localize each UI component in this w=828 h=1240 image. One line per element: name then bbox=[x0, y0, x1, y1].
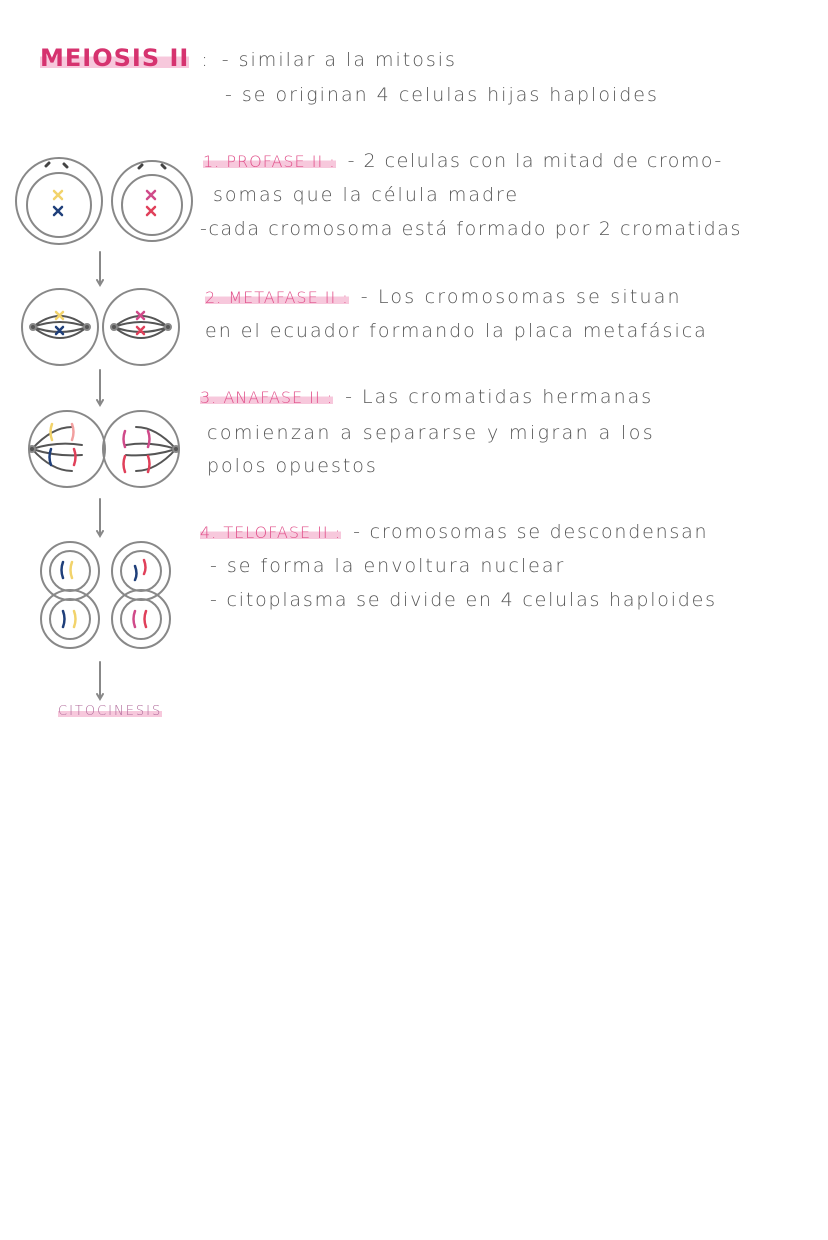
profase-cells bbox=[16, 158, 192, 244]
phase-4-label bbox=[200, 523, 341, 542]
intro-line-2: - se originan 4 celulas hijas haploides bbox=[225, 84, 659, 106]
title-separator: : bbox=[201, 49, 210, 71]
phase-3-label bbox=[200, 388, 333, 407]
phase-4-row bbox=[200, 521, 708, 543]
phase-4-line-2: - se forma la envoltura nuclear bbox=[210, 555, 566, 577]
arrow-4 bbox=[97, 662, 103, 699]
metafase-cells bbox=[22, 289, 179, 365]
phase-1-line-1: - 2 celulas con la mitad de cromo- bbox=[347, 150, 723, 172]
phase-2-label bbox=[205, 288, 349, 307]
phase-3-line-3: polos opuestos bbox=[207, 455, 378, 477]
phase-2-label-text: 2. METAFASE II : bbox=[205, 288, 349, 307]
arrow-3 bbox=[97, 499, 103, 536]
arrow-2 bbox=[97, 370, 103, 405]
anafase-cells bbox=[29, 411, 179, 487]
phase-4-line-3: - citoplasma se divide en 4 celulas haploides bbox=[210, 589, 717, 611]
phase-1-label-text: 1. PROFASE II : bbox=[203, 152, 336, 171]
phase-2-line-2: en el ecuador formando la placa metafásica bbox=[205, 320, 708, 342]
citocinesis-text: CITOCINESIS bbox=[58, 704, 163, 719]
phase-3-line-2: comienzan a separarse y migran a los bbox=[207, 422, 656, 444]
intro-line-1: - similar a la mitosis bbox=[221, 49, 457, 71]
phase-3-row bbox=[200, 386, 653, 408]
phase-2-line-1: - Los cromosomas se situan bbox=[360, 286, 682, 308]
phase-4-line-1: - cromosomas se descondensan bbox=[353, 521, 709, 543]
phase-1-line-3: -cada cromosoma está formado por 2 cromatidas bbox=[200, 218, 742, 240]
phase-4-label-text: 4. TELOFASE II : bbox=[200, 523, 342, 542]
telofase-cells bbox=[41, 542, 170, 648]
phase-2-row bbox=[205, 286, 682, 308]
phase-3-line-1: - Las cromatidas hermanas bbox=[345, 386, 654, 408]
title-text: MEIOSIS II bbox=[40, 44, 190, 72]
arrow-1 bbox=[97, 252, 103, 285]
phase-1-label bbox=[203, 152, 336, 171]
meiosis-diagram bbox=[0, 0, 200, 720]
phase-3-label-text: 3. ANAFASE II : bbox=[200, 388, 334, 407]
phase-1-row bbox=[203, 150, 723, 172]
phase-1-line-2: somas que la célula madre bbox=[213, 184, 520, 206]
